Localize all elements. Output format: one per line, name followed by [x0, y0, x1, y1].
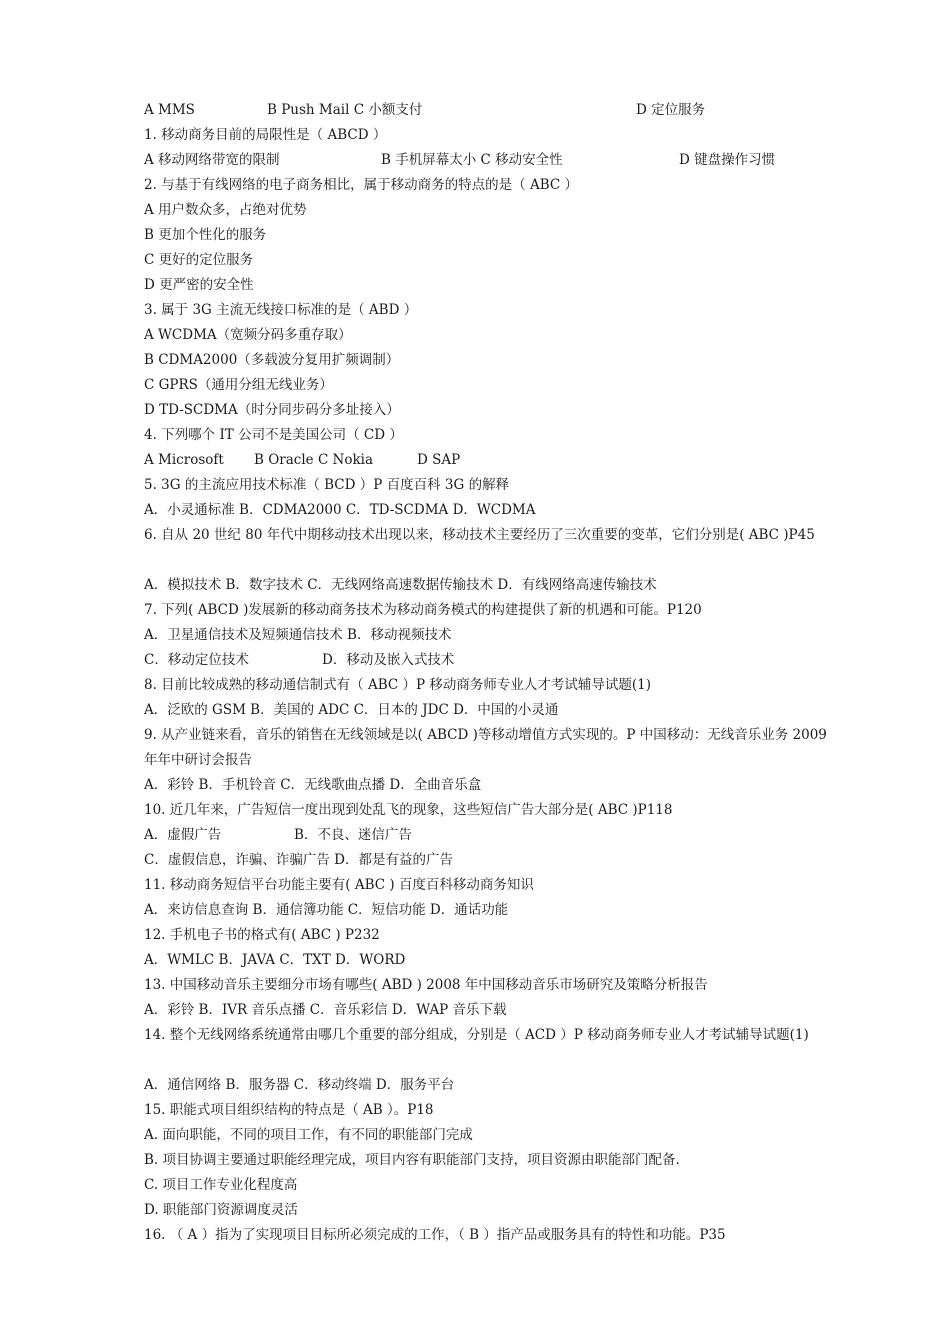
line-text-segment: B. 项目协调主要通过职能经理完成，项目内容有职能部门支持，项目资源由职能部门配备.	[144, 1152, 680, 1168]
line-text-segment: A Microsoft	[144, 452, 224, 468]
text-line	[144, 648, 832, 673]
line-text-segment: 7. 下列( ABCD )发展新的移动商务技术为移动商务模式的构建提供了新的机遇和可能。P120	[144, 602, 702, 618]
line-text-segment: 16. （ A ）指为了实现项目目标所必须完成的工作，（ B ）指产品或服务具有的特性和功能。P35	[144, 1227, 726, 1243]
line-text-segment: D SAP	[417, 452, 461, 468]
text-line	[144, 673, 832, 698]
text-line	[144, 1148, 832, 1173]
line-text-segment: 10. 近几年来，广告短信一度出现到处乱飞的现象，这些短信广告大部分是( ABC )P118	[144, 802, 673, 818]
line-text-segment: B 手机屏幕太小 C 移动安全性	[381, 152, 563, 168]
line-text-segment: D 键盘操作习惯	[679, 152, 776, 168]
text-line	[144, 1073, 832, 1098]
line-text-segment: A 用户数众多，占绝对优势	[144, 202, 307, 218]
text-line	[144, 698, 832, 723]
line-text-segment: D．移动及嵌入式技术	[322, 652, 455, 668]
line-text-segment: A．通信网络 B．服务器 C．移动终端 D．服务平台	[144, 1077, 455, 1093]
line-text-segment: A．模拟技术 B．数字技术 C．无线网络高速数据传输技术 D．有线网络高速传输技术	[144, 577, 657, 593]
text-line	[144, 723, 832, 773]
text-line	[144, 473, 832, 498]
line-text-segment: A．泛欧的 GSM B．美国的 ADC C．日本的 JDC D．中国的小灵通	[144, 702, 559, 718]
text-line	[144, 848, 832, 873]
line-text-segment: B．不良、迷信广告	[294, 827, 412, 843]
line-text-segment: A．彩铃 B．IVR 音乐点播 C．音乐彩信 D．WAP 音乐下载	[144, 1002, 507, 1018]
text-line	[144, 348, 832, 373]
text-line	[144, 148, 832, 173]
text-line	[144, 573, 832, 598]
line-text: 6. 自从 20 世纪 80 年代中期移动技术出现以来，移动技术主要经历了三次重要的变革，它们分别是( ABC )P45	[144, 527, 815, 543]
line-text-segment: B 更加个性化的服务	[144, 227, 267, 243]
line-text-segment: A. 面向职能，不同的项目工作，有不同的职能部门完成	[144, 1127, 473, 1143]
text-line	[144, 323, 832, 348]
text-line	[144, 1023, 832, 1048]
line-text-segment: 13. 中国移动音乐主要细分市场有哪些( ABD ) 2008 年中国移动音乐市场研究及策略分析报告	[144, 977, 708, 993]
line-text-segment: 8. 目前比较成熟的移动通信制式有（ ABC ）P 移动商务师专业人才考试辅导试题(1)	[144, 677, 652, 693]
text-line	[144, 973, 832, 998]
text-line	[144, 423, 832, 448]
text-line	[144, 398, 832, 423]
text-line	[144, 1223, 832, 1248]
line-text-segment: B CDMA2000（多载波分复用扩频调制）	[144, 352, 400, 368]
line-text-segment: A WCDMA（宽频分码多重存取）	[144, 327, 352, 343]
text-line	[144, 823, 832, 848]
line-text-segment: D. 职能部门资源调度灵活	[144, 1202, 298, 1218]
text-line	[144, 898, 832, 923]
text-line	[144, 498, 832, 523]
line-text-segment: C 更好的定位服务	[144, 252, 254, 268]
text-line	[144, 248, 832, 273]
line-text-segment: 3. 属于 3G 主流无线接口标准的是（ ABD ）	[144, 302, 418, 318]
line-text-segment: 11. 移动商务短信平台功能主要有( ABC ) 百度百科移动商务知识	[144, 877, 534, 893]
line-text-segment: C．移动定位技术	[144, 652, 249, 668]
text-line	[144, 598, 832, 623]
text-line	[144, 998, 832, 1023]
line-text-segment: D 定位服务	[636, 102, 706, 118]
line-text: 9. 从产业链来看，音乐的销售在无线领域是以( ABCD )等移动增值方式实现的。P 中国移动：无线音乐业务 2009 年年中研讨会报告	[144, 727, 827, 768]
line-text-segment: A．小灵通标准 B．CDMA2000 C．TD-SCDMA D．WCDMA	[144, 502, 536, 518]
line-text-segment: 15. 职能式项目组织结构的特点是（ AB ）。P18	[144, 1102, 434, 1118]
text-line	[144, 373, 832, 398]
line-text-segment: C GPRS（通用分组无线业务）	[144, 377, 333, 393]
text-line	[144, 123, 832, 148]
text-line	[144, 173, 832, 198]
line-text-segment: A．WMLC B．JAVA C．TXT D．WORD	[144, 952, 406, 968]
text-line	[144, 773, 832, 798]
line-text-segment: C. 项目工作专业化程度高	[144, 1177, 298, 1193]
line-text-segment: A．虚假广告	[144, 827, 222, 843]
text-line	[144, 1173, 832, 1198]
text-line	[144, 623, 832, 648]
text-line	[144, 223, 832, 248]
line-text-segment: 12. 手机电子书的格式有( ABC ) P232	[144, 927, 380, 943]
text-line	[144, 923, 832, 948]
text-line	[144, 798, 832, 823]
line-text-segment: B Oracle C Nokia	[254, 452, 374, 468]
line-text-segment: A．彩铃 B．手机铃音 C．无线歌曲点播 D．全曲音乐盒	[144, 777, 482, 793]
text-line	[144, 1198, 832, 1223]
text-line	[144, 273, 832, 298]
line-text-segment: D 更严密的安全性	[144, 277, 254, 293]
text-line	[144, 1098, 832, 1123]
text-line	[144, 873, 832, 898]
text-line	[144, 298, 832, 323]
line-text: 14. 整个无线网络系统通常由哪几个重要的部分组成，分别是（ ACD ）P 移动商务师专业人才考试辅导试题(1)	[144, 1027, 809, 1043]
text-line	[144, 98, 832, 123]
line-text-segment: A MMS	[144, 102, 195, 118]
text-line	[144, 198, 832, 223]
line-text-segment: 2. 与基于有线网络的电子商务相比，属于移动商务的特点的是（ ABC ）	[144, 177, 579, 193]
line-text-segment: A．来访信息查询 B．通信簿功能 C．短信功能 D．通话功能	[144, 902, 509, 918]
line-text-segment: D TD-SCDMA（时分同步码分多址接入）	[144, 402, 400, 418]
line-text-segment: C．虚假信息，诈骗、诈骗广告 D．都是有益的广告	[144, 852, 453, 868]
line-text-segment: A 移动网络带宽的限制	[144, 152, 280, 168]
text-line	[144, 448, 832, 473]
text-line	[144, 523, 832, 548]
line-text-segment: A．卫星通信技术及短频通信技术 B．移动视频技术	[144, 627, 452, 643]
line-text-segment: 1. 移动商务目前的局限性是（ ABCD ）	[144, 127, 387, 143]
text-line	[144, 1123, 832, 1148]
line-text-segment: 5. 3G 的主流应用技术标准（ BCD ）P 百度百科 3G 的解释	[144, 477, 510, 493]
line-text-segment: B Push Mail C 小额支付	[267, 102, 423, 118]
text-line	[144, 948, 832, 973]
line-text-segment: 4. 下列哪个 IT 公司不是美国公司（ CD ）	[144, 427, 403, 443]
